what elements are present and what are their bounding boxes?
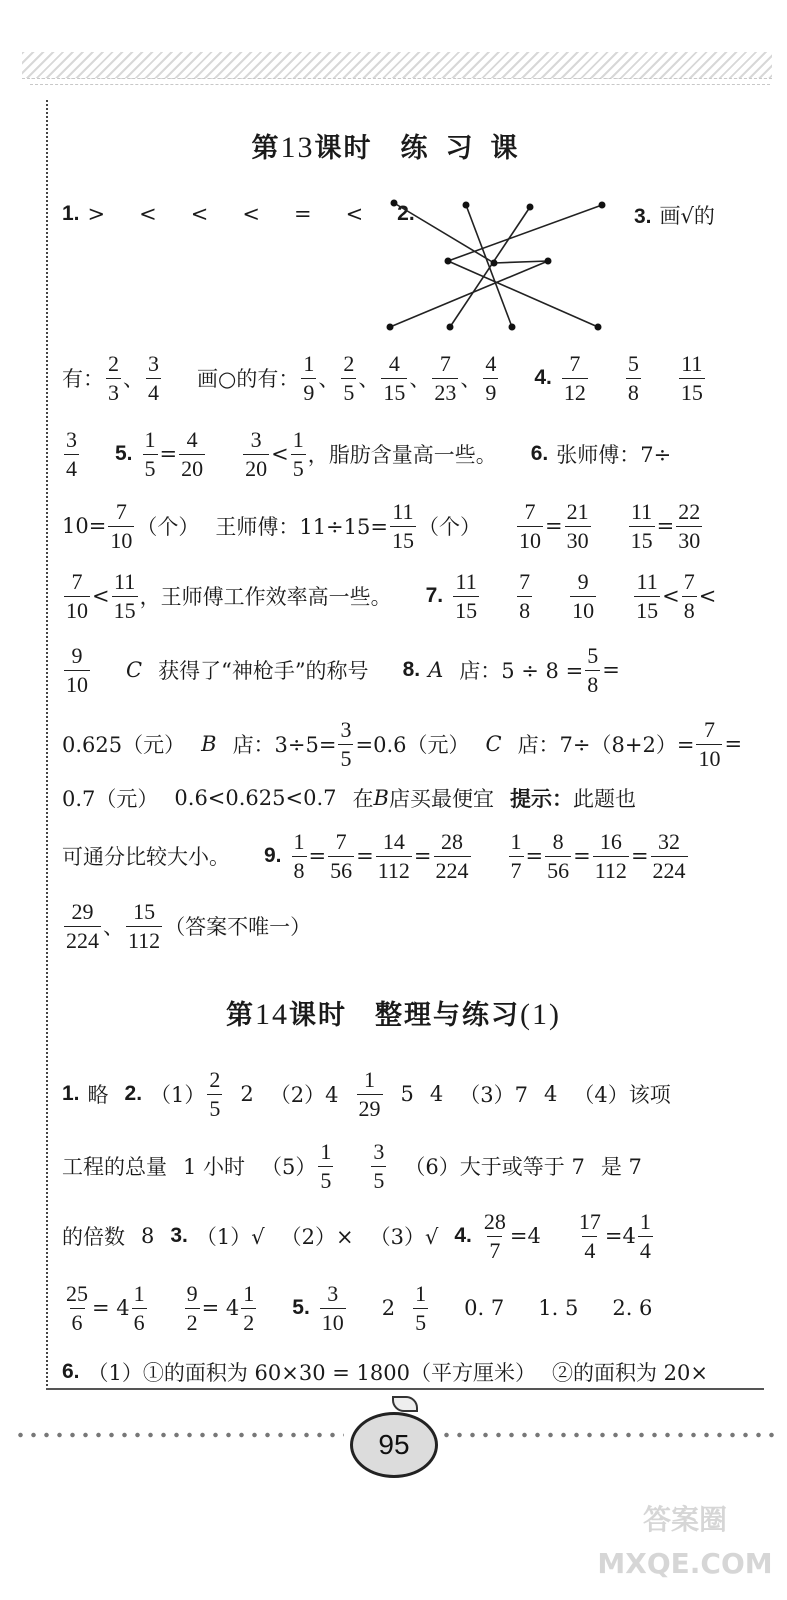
match-dot [491, 260, 498, 267]
lesson-14-title: 第14课时 整理与练习(1) [226, 998, 561, 1031]
answer-line-14 [62, 1278, 747, 1338]
q8-text: =0.6（元） [355, 733, 470, 757]
variable-a: A [428, 658, 444, 682]
fraction: $\frac{11}{15}$ [113, 569, 136, 623]
p2-text: 4 [429, 1082, 444, 1106]
fraction: $\frac{3}{5}$ [373, 1139, 385, 1193]
q1-symbol: < [190, 202, 209, 226]
q1-symbol: < [242, 202, 260, 226]
match-dot [391, 200, 398, 207]
unit-text: （个） [417, 515, 481, 539]
top-decor-band [22, 52, 772, 79]
answer-line-5 [62, 566, 747, 626]
q2-matching-diagram [380, 195, 620, 340]
lesson-13-title: 第13课时 练习课 [251, 131, 536, 164]
fraction: $\frac{9}{10}$ [66, 643, 88, 697]
p4-number: 4. [454, 1224, 472, 1247]
left-dotted-border [46, 100, 48, 1390]
q5-text: ，脂肪含量高一些。 [307, 443, 497, 467]
fraction: $\frac{1}{4}$ [639, 1209, 651, 1263]
q3-heading [634, 200, 715, 230]
match-dot [463, 202, 470, 209]
fraction: $\frac{7}{10}$ [66, 569, 88, 623]
p2-text: 1 小时 [183, 1155, 246, 1179]
variable-b: B [201, 732, 217, 756]
match-dot [527, 204, 534, 211]
fraction: $\frac{9}{2}$ [186, 1281, 198, 1335]
fraction: $\frac{1}{7}$ [510, 829, 522, 883]
fraction: $\frac{5}{8}$ [627, 351, 639, 405]
match-dot [545, 258, 552, 265]
q8-hint: 此题也 [572, 787, 636, 811]
p3-item: （1）√ [195, 1225, 265, 1249]
q6-text: 10= [62, 514, 107, 538]
answer-line-11 [62, 1064, 747, 1124]
top-dash-line [30, 84, 770, 85]
p4-result: =4 [509, 1224, 541, 1248]
p1-text: 略 [87, 1083, 109, 1107]
p2-number: 2. [124, 1082, 143, 1105]
fraction: $\frac{3}{10}$ [321, 1281, 344, 1335]
fraction: $\frac{17}{4}$ [578, 1209, 601, 1263]
fraction: $\frac{29}{224}$ [66, 899, 99, 953]
fraction: $\frac{7}{8}$ [519, 569, 531, 623]
fraction: $\frac{4}{15}$ [383, 351, 406, 405]
p5-decimal: 0. 7 [464, 1296, 505, 1320]
p3-item: （2）× [280, 1225, 354, 1249]
fraction: $\frac{1}{5}$ [415, 1281, 427, 1335]
fraction: $\frac{7}{10}$ [518, 499, 541, 553]
fraction: $\frac{3}{4}$ [66, 427, 77, 481]
fraction: $\frac{8}{56}$ [547, 829, 570, 883]
fraction: $\frac{16}{112}$ [594, 829, 627, 883]
p6-text: ②的面积为 20× [551, 1361, 708, 1385]
q8-number: 8. [402, 658, 421, 681]
answer-line-13 [62, 1206, 747, 1266]
q5-number: 5. [115, 442, 133, 465]
q8-text: 店买最便宜 [388, 787, 494, 811]
fraction: $\frac{1}{5}$ [292, 427, 304, 481]
fraction: $\frac{15}{112}$ [128, 899, 161, 953]
q8-text: 在 [352, 787, 374, 811]
q9-note: （答案不唯一） [164, 915, 312, 939]
fraction: $\frac{1}{5}$ [144, 427, 156, 481]
answer-line-9: 可通分比较大小。 9. $\frac{1}{8}$ = $\frac{7}{56}$ = $\frac{14}{112}$ = $\frac{28}{224}$ $\frac{1}{7}$ = $\frac{8}{56}$ = $\frac{16}{112}$ = $\frac{32}{224}$ [62, 829, 686, 883]
q2-number: 2. [397, 202, 415, 225]
fraction: $\frac{4}{20}$ [181, 427, 204, 481]
less-than-sign: < [662, 584, 680, 608]
p2-text: 是 7 [600, 1155, 642, 1179]
p3-number: 3. [170, 1224, 188, 1247]
fraction: $\frac{2}{5}$ [209, 1067, 221, 1121]
fraction: $\frac{2}{5}$ [343, 351, 355, 405]
page-number-badge [350, 1412, 438, 1478]
p5-whole: 2 [381, 1296, 396, 1320]
fraction: $\frac{21}{30}$ [566, 499, 589, 553]
fraction: $\frac{7}{8}$ [683, 569, 695, 623]
p2-text: 8 [141, 1224, 155, 1248]
fraction: $\frac{28}{7}$ [483, 1209, 506, 1263]
p2-text: 2 [240, 1082, 254, 1106]
less-than-sign: < [92, 584, 110, 608]
p5-decimal: 1. 5 [538, 1296, 579, 1320]
bottom-rule [46, 1388, 764, 1390]
q8-compare: 0.6<0.625<0.7 [174, 786, 337, 810]
q6-text: 张师傅：7÷ [556, 443, 672, 467]
q8-hint: 可通分比较大小。 [62, 845, 230, 869]
q8-text: 店：5 ÷ 8 = [459, 659, 584, 683]
answer-line-12 [62, 1136, 747, 1196]
p2-text: 5 [400, 1082, 414, 1106]
fraction: $\frac{25}{6}$ [66, 1281, 88, 1335]
answer-line-6: $\frac{9}{10}$ C 获得了“神枪手”的称号 8. A 店：5 ÷ 8 = $\frac{5}{8}$ = [66, 643, 620, 697]
p6-text: （1）①的面积为 60×30 = 1800（平方厘米） [87, 1361, 536, 1385]
p2-text: 4 [544, 1082, 558, 1106]
fraction: $\frac{11}{15}$ [630, 499, 653, 553]
q1-symbol: < [139, 202, 157, 226]
p2-text: 的倍数 [62, 1225, 125, 1249]
fraction: $\frac{1}{5}$ [320, 1139, 332, 1193]
variable-c: C [126, 658, 143, 682]
fraction: $\frac{11}{15}$ [391, 499, 414, 553]
variable-c: C [485, 732, 502, 756]
apple-leaf-icon [392, 1396, 418, 1412]
fraction: $\frac{4}{9}$ [485, 351, 497, 405]
q3-text: 画○的有： [197, 367, 300, 391]
p4-result: = 4 [201, 1296, 240, 1320]
fraction: $\frac{22}{30}$ [678, 499, 701, 553]
fraction: $\frac{1}{9}$ [303, 351, 315, 405]
fraction: $\frac{3}{5}$ [340, 717, 352, 771]
match-dot [509, 324, 516, 331]
q9-number: 9. [264, 844, 282, 867]
fraction: $\frac{3}{4}$ [148, 351, 159, 405]
fraction: $\frac{1}{6}$ [133, 1281, 145, 1335]
q6-number: 6. [530, 442, 549, 465]
q3-text: 画√的 [659, 204, 715, 228]
hint-label: 提示： [509, 786, 573, 811]
p2-text: （2）4 [269, 1083, 339, 1107]
match-dot [599, 202, 606, 209]
p3-item: （3）√ [369, 1225, 439, 1249]
p2-text: （3）7 [459, 1083, 528, 1107]
less-than-sign: < [698, 584, 717, 608]
fraction: $\frac{1}{29}$ [358, 1067, 381, 1121]
equals-sign: = [159, 442, 178, 466]
q1-symbol: > [87, 202, 106, 226]
fraction: $\frac{14}{112}$ [377, 829, 410, 883]
answer-line-7: 0.625（元） B 店：3÷5= $\frac{3}{5}$ =0.6（元） C 店：7÷（8+2）= $\frac{7}{10}$ = [62, 717, 743, 771]
answer-line-10: $\frac{29}{224}$ 、 $\frac{15}{112}$ （答案不唯一） [66, 899, 312, 953]
fraction: $\frac{11}{15}$ [636, 569, 659, 623]
p4-result: = 4 [92, 1296, 130, 1320]
q3-text: 有： [62, 367, 104, 391]
fraction: $\frac{32}{224}$ [652, 829, 686, 883]
fraction: $\frac{1}{8}$ [293, 829, 305, 883]
match-dot [595, 324, 602, 331]
q1-symbol: < [345, 202, 364, 226]
q8-text: 0.625（元） [62, 733, 186, 757]
variable-b: B [373, 786, 389, 810]
fraction: $\frac{7}{56}$ [330, 829, 353, 883]
fraction: $\frac{28}{224}$ [435, 829, 469, 883]
p5-number: 5. [292, 1296, 310, 1319]
q8-text: 0.7（元） [62, 787, 159, 811]
fraction: $\frac{2}{3}$ [108, 351, 119, 405]
q3-number: 3. [634, 205, 652, 228]
answer-line-4: 10= $\frac{7}{10}$ （个） 王师傅：11÷15= $\frac{11}{15}$ （个） $\frac{7}{10}$ = $\frac{21}{30}$ $\frac{11}{15}$ = $\frac{22}{30}$ [62, 499, 701, 553]
p4-result: =4 [604, 1224, 636, 1248]
fraction: $\frac{9}{10}$ [572, 569, 595, 623]
fraction: $\frac{7}{10}$ [110, 499, 133, 553]
watermark-logo: 答案圈 MXQE.COM [597, 1503, 773, 1580]
fraction: $\frac{7}{12}$ [563, 351, 586, 405]
match-line [494, 261, 548, 263]
q6-text: 王师傅：11÷15= [215, 515, 388, 539]
answer-line-8 [62, 768, 747, 828]
q4-number: 4. [534, 366, 552, 389]
q1-number: 1. [62, 202, 80, 225]
unit-text: （个） [136, 515, 200, 539]
q1-symbol: = [293, 202, 312, 226]
p2-text: （6）大于或等于 7 [404, 1155, 585, 1179]
match-dot [445, 258, 452, 265]
fraction: $\frac{1}{2}$ [243, 1281, 255, 1335]
q7-text: 获得了“神枪手”的称号 [158, 659, 369, 683]
p2-text: （4）该项 [573, 1083, 671, 1107]
q7-number: 7. [425, 584, 444, 607]
page-number: 95 [378, 1429, 410, 1460]
p1-number: 1. [62, 1082, 80, 1105]
less-than-sign: < [271, 442, 289, 466]
fraction: $\frac{7}{10}$ [698, 717, 721, 771]
fraction: $\frac{11}{15}$ [680, 351, 703, 405]
bottom-dot-band-right [440, 1428, 780, 1442]
q6-text: ，王师傅工作效率高一些。 [139, 585, 392, 609]
p2-text: 工程的总量 [62, 1155, 167, 1179]
fraction: $\frac{11}{15}$ [455, 569, 478, 623]
p2-text: （1） [150, 1083, 206, 1107]
bottom-dot-band-left [14, 1428, 344, 1442]
p6-number: 6. [62, 1360, 80, 1383]
answer-line-2: 有： $\frac{2}{3}$ 、 $\frac{3}{4}$ 画○的有： $\frac{1}{9}$ 、 $\frac{2}{5}$ 、 $\frac{4}{15}$ 、 $\frac{7}{23}$ 、 $\frac{4}{9}$ 4. $\frac{7}{12}$ $\frac{5}{8}$ $\frac{11}{15}$ [62, 351, 703, 405]
match-line [466, 205, 512, 327]
fraction: $\frac{5}{8}$ [587, 643, 599, 697]
answer-line-15 [62, 1342, 747, 1402]
fraction: $\frac{3}{20}$ [245, 427, 268, 481]
fraction: $\frac{7}{23}$ [434, 351, 457, 405]
match-dot [447, 324, 454, 331]
p5-decimal: 2. 6 [612, 1296, 653, 1320]
match-dot [387, 324, 394, 331]
q8-text: 店：3÷5= [232, 733, 337, 757]
p2-text: （5） [261, 1155, 317, 1179]
match-line [394, 203, 494, 263]
q8-text: 店：7÷（8+2）= [517, 733, 695, 757]
answer-line-3 [62, 424, 747, 484]
